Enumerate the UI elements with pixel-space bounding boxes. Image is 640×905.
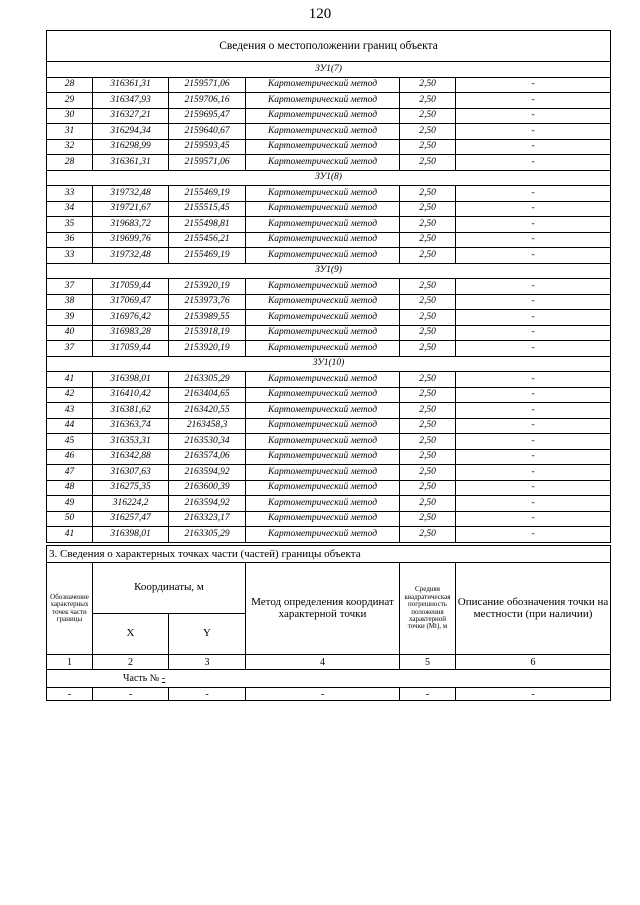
index-cell: 4: [246, 655, 400, 670]
method-cell: Картометрический метод: [246, 93, 400, 109]
description-cell: -: [456, 403, 611, 419]
description-cell: -: [456, 108, 611, 124]
coord-x: 317059,44: [93, 279, 169, 295]
point-number: 34: [47, 201, 93, 217]
accuracy-cell: 2,50: [400, 279, 456, 295]
accuracy-cell: 2,50: [400, 403, 456, 419]
point-number: 44: [47, 418, 93, 434]
group-header-row: [47, 170, 611, 186]
coord-y: 2153989,55: [169, 310, 246, 326]
description-cell: -: [456, 341, 611, 357]
part-row: [47, 670, 611, 688]
accuracy-cell: 2,50: [400, 527, 456, 543]
page-number: 120: [308, 6, 332, 22]
accuracy-cell: 2,50: [400, 310, 456, 326]
table-row: [47, 201, 611, 217]
description-cell: -: [456, 93, 611, 109]
description-cell: -: [456, 201, 611, 217]
method-cell: Картометрический метод: [246, 217, 400, 233]
point-number: 33: [47, 186, 93, 202]
accuracy-cell: 2,50: [400, 341, 456, 357]
accuracy-cell: 2,50: [400, 294, 456, 310]
method-cell: Картометрический метод: [246, 465, 400, 481]
method-cell: Картометрический метод: [246, 77, 400, 93]
accuracy-cell: 2,50: [400, 186, 456, 202]
coord-x: 316983,28: [93, 325, 169, 341]
coord-y: 2153920,19: [169, 279, 246, 295]
table-row: [47, 372, 611, 388]
description-cell: -: [456, 294, 611, 310]
group-name: ЗУ1(10): [47, 356, 611, 372]
coord-x: 319699,76: [93, 232, 169, 248]
method-cell: Картометрический метод: [246, 248, 400, 264]
point-number: 50: [47, 511, 93, 527]
description-cell: -: [456, 139, 611, 155]
accuracy-cell: 2,50: [400, 77, 456, 93]
table-row: [47, 325, 611, 341]
accuracy-cell: 2,50: [400, 480, 456, 496]
accuracy-cell: 2,50: [400, 418, 456, 434]
coord-y: 2159593,45: [169, 139, 246, 155]
point-number: 41: [47, 527, 93, 543]
table-row: [47, 403, 611, 419]
description-cell: -: [456, 480, 611, 496]
point-number: 30: [47, 108, 93, 124]
index-cell: 3: [169, 655, 246, 670]
coord-x: 316361,31: [93, 77, 169, 93]
method-cell: Картометрический метод: [246, 434, 400, 450]
coord-y: 2163594,92: [169, 465, 246, 481]
coord-y: 2163594,92: [169, 496, 246, 512]
method-cell: Картометрический метод: [246, 108, 400, 124]
index-cell: 6: [456, 655, 611, 670]
description-cell: -: [456, 325, 611, 341]
coord-x: 316307,63: [93, 465, 169, 481]
dash-cell: -: [400, 688, 456, 701]
coord-x: 316381,62: [93, 403, 169, 419]
coord-y: 2163323,17: [169, 511, 246, 527]
coord-x: 317059,44: [93, 341, 169, 357]
coord-x: 316410,42: [93, 387, 169, 403]
table-row: [47, 186, 611, 202]
point-number: 39: [47, 310, 93, 326]
index-cell: 5: [400, 655, 456, 670]
description-cell: -: [456, 124, 611, 140]
table-row: [47, 511, 611, 527]
header-accuracy: Средняя квадратическая погрешность положения характерной точки (Mt), м: [400, 563, 456, 655]
description-cell: -: [456, 527, 611, 543]
table-row: [47, 294, 611, 310]
method-cell: Картометрический метод: [246, 496, 400, 512]
index-cell: 1: [47, 655, 93, 670]
accuracy-cell: 2,50: [400, 201, 456, 217]
description-cell: -: [456, 511, 611, 527]
group-header-row: [47, 263, 611, 279]
index-cell: 2: [93, 655, 169, 670]
description-cell: -: [456, 434, 611, 450]
coord-x: 319732,48: [93, 248, 169, 264]
accuracy-cell: 2,50: [400, 248, 456, 264]
table-row: [47, 434, 611, 450]
coord-y: 2163600,39: [169, 480, 246, 496]
accuracy-cell: 2,50: [400, 434, 456, 450]
coord-y: 2163530,34: [169, 434, 246, 450]
table-row: [47, 139, 611, 155]
point-number: 47: [47, 465, 93, 481]
point-number: 35: [47, 217, 93, 233]
method-cell: Картометрический метод: [246, 449, 400, 465]
description-cell: -: [456, 372, 611, 388]
description-cell: -: [456, 248, 611, 264]
header-point-designation: Обозначение характерных точек части границы: [47, 563, 93, 655]
coord-x: 316398,01: [93, 372, 169, 388]
point-number: 28: [47, 155, 93, 171]
section3-title-row: [47, 546, 611, 563]
accuracy-cell: 2,50: [400, 217, 456, 233]
coord-y: 2159695,47: [169, 108, 246, 124]
dash-cell: -: [47, 688, 93, 701]
section3-index-row: [47, 655, 611, 670]
coord-x: 316363,74: [93, 418, 169, 434]
point-number: 29: [47, 93, 93, 109]
dash-cell: -: [246, 688, 400, 701]
coord-x: 316342,88: [93, 449, 169, 465]
point-number: 42: [47, 387, 93, 403]
method-cell: Картометрический метод: [246, 279, 400, 295]
accuracy-cell: 2,50: [400, 93, 456, 109]
table-row: [47, 124, 611, 140]
method-cell: Картометрический метод: [246, 341, 400, 357]
point-number: 33: [47, 248, 93, 264]
coord-x: 316224,2: [93, 496, 169, 512]
section3-table: [46, 545, 611, 701]
method-cell: Картометрический метод: [246, 186, 400, 202]
coord-y: 2153920,19: [169, 341, 246, 357]
method-cell: Картометрический метод: [246, 387, 400, 403]
header-description: Описание обозначения точки на местности (при наличии): [456, 563, 611, 655]
table-row: [47, 310, 611, 326]
dash-cell: -: [456, 688, 611, 701]
point-number: 41: [47, 372, 93, 388]
description-cell: -: [456, 279, 611, 295]
coord-y: 2163305,29: [169, 372, 246, 388]
table-row: [47, 480, 611, 496]
dash-cell: -: [169, 688, 246, 701]
point-number: 38: [47, 294, 93, 310]
group-name: ЗУ1(8): [47, 170, 611, 186]
point-number: 36: [47, 232, 93, 248]
accuracy-cell: 2,50: [400, 232, 456, 248]
table-row: [47, 232, 611, 248]
description-cell: -: [456, 387, 611, 403]
table-row: [47, 217, 611, 233]
description-cell: -: [456, 217, 611, 233]
coord-x: 319732,48: [93, 186, 169, 202]
description-cell: -: [456, 418, 611, 434]
accuracy-cell: 2,50: [400, 449, 456, 465]
method-cell: Картометрический метод: [246, 325, 400, 341]
part-label-cell: [47, 670, 611, 688]
coord-y: 2159571,06: [169, 77, 246, 93]
point-number: 37: [47, 279, 93, 295]
coord-y: 2159640,67: [169, 124, 246, 140]
table-row: [47, 465, 611, 481]
dash-cell: -: [93, 688, 169, 701]
description-cell: -: [456, 465, 611, 481]
point-number: 43: [47, 403, 93, 419]
coord-x: 316298,99: [93, 139, 169, 155]
accuracy-cell: 2,50: [400, 155, 456, 171]
accuracy-cell: 2,50: [400, 496, 456, 512]
part-label: Часть №: [123, 673, 160, 684]
part-value: -: [161, 673, 166, 684]
accuracy-cell: 2,50: [400, 511, 456, 527]
point-number: 40: [47, 325, 93, 341]
point-number: 31: [47, 124, 93, 140]
coord-x: 316361,31: [93, 155, 169, 171]
table-row: [47, 155, 611, 171]
table-row: [47, 527, 611, 543]
coord-y: 2155456,21: [169, 232, 246, 248]
group-name: ЗУ1(9): [47, 263, 611, 279]
coord-x: 316353,31: [93, 434, 169, 450]
coord-y: 2155498,81: [169, 217, 246, 233]
description-cell: -: [456, 155, 611, 171]
coord-y: 2163420,55: [169, 403, 246, 419]
boundary-table: [46, 30, 611, 543]
method-cell: Картометрический метод: [246, 372, 400, 388]
method-cell: Картометрический метод: [246, 294, 400, 310]
table-row: [47, 93, 611, 109]
accuracy-cell: 2,50: [400, 325, 456, 341]
accuracy-cell: 2,50: [400, 139, 456, 155]
method-cell: Картометрический метод: [246, 139, 400, 155]
group-header-row: [47, 62, 611, 78]
coord-y: 2155515,45: [169, 201, 246, 217]
accuracy-cell: 2,50: [400, 387, 456, 403]
method-cell: Картометрический метод: [246, 403, 400, 419]
description-cell: -: [456, 232, 611, 248]
point-number: 32: [47, 139, 93, 155]
coord-x: 316294,34: [93, 124, 169, 140]
table-row: [47, 449, 611, 465]
section3-title: 3. Сведения о характерных точках части (частей) границы объекта: [47, 546, 611, 563]
table-row: [47, 108, 611, 124]
description-cell: -: [456, 77, 611, 93]
table-row: [47, 418, 611, 434]
header-y: Y: [169, 614, 246, 655]
point-number: 45: [47, 434, 93, 450]
coord-x: 317069,47: [93, 294, 169, 310]
accuracy-cell: 2,50: [400, 108, 456, 124]
coord-x: 316327,21: [93, 108, 169, 124]
group-name: ЗУ1(7): [47, 62, 611, 78]
point-number: 37: [47, 341, 93, 357]
method-cell: Картометрический метод: [246, 201, 400, 217]
group-header-row: [47, 356, 611, 372]
description-cell: -: [456, 310, 611, 326]
section-title: Сведения о местоположении границ объекта: [47, 31, 611, 62]
accuracy-cell: 2,50: [400, 372, 456, 388]
coord-y: 2159571,06: [169, 155, 246, 171]
accuracy-cell: 2,50: [400, 465, 456, 481]
coord-x: 316257,47: [93, 511, 169, 527]
method-cell: Картометрический метод: [246, 310, 400, 326]
header-coordinates: Координаты, м: [93, 563, 246, 614]
coord-y: 2153918,19: [169, 325, 246, 341]
coord-y: 2163574,06: [169, 449, 246, 465]
coord-x: 319721,67: [93, 201, 169, 217]
table-row: [47, 77, 611, 93]
coord-y: 2159706,16: [169, 93, 246, 109]
table-row: [47, 248, 611, 264]
point-number: 49: [47, 496, 93, 512]
coord-y: 2155469,19: [169, 186, 246, 202]
section-title-row: [47, 31, 611, 62]
coord-x: 316398,01: [93, 527, 169, 543]
coord-y: 2163305,29: [169, 527, 246, 543]
method-cell: Картометрический метод: [246, 124, 400, 140]
coord-y: 2163458,3: [169, 418, 246, 434]
coord-x: 316347,93: [93, 93, 169, 109]
accuracy-cell: 2,50: [400, 124, 456, 140]
table-row: [47, 341, 611, 357]
point-number: 46: [47, 449, 93, 465]
dash-row: [47, 688, 611, 701]
coord-x: 316275,35: [93, 480, 169, 496]
description-cell: -: [456, 496, 611, 512]
method-cell: Картометрический метод: [246, 511, 400, 527]
coord-y: 2163404,65: [169, 387, 246, 403]
header-x: X: [93, 614, 169, 655]
method-cell: Картометрический метод: [246, 232, 400, 248]
header-method: Метод определения координат характерной точки: [246, 563, 400, 655]
description-cell: -: [456, 186, 611, 202]
point-number: 48: [47, 480, 93, 496]
coord-y: 2155469,19: [169, 248, 246, 264]
coord-x: 319683,72: [93, 217, 169, 233]
method-cell: Картометрический метод: [246, 527, 400, 543]
method-cell: Картометрический метод: [246, 155, 400, 171]
coord-x: 316976,42: [93, 310, 169, 326]
point-number: 28: [47, 77, 93, 93]
table-row: [47, 279, 611, 295]
table-row: [47, 496, 611, 512]
table-row: [47, 387, 611, 403]
section3-header-row: [47, 563, 611, 614]
description-cell: -: [456, 449, 611, 465]
method-cell: Картометрический метод: [246, 418, 400, 434]
method-cell: Картометрический метод: [246, 480, 400, 496]
coord-y: 2153973,76: [169, 294, 246, 310]
